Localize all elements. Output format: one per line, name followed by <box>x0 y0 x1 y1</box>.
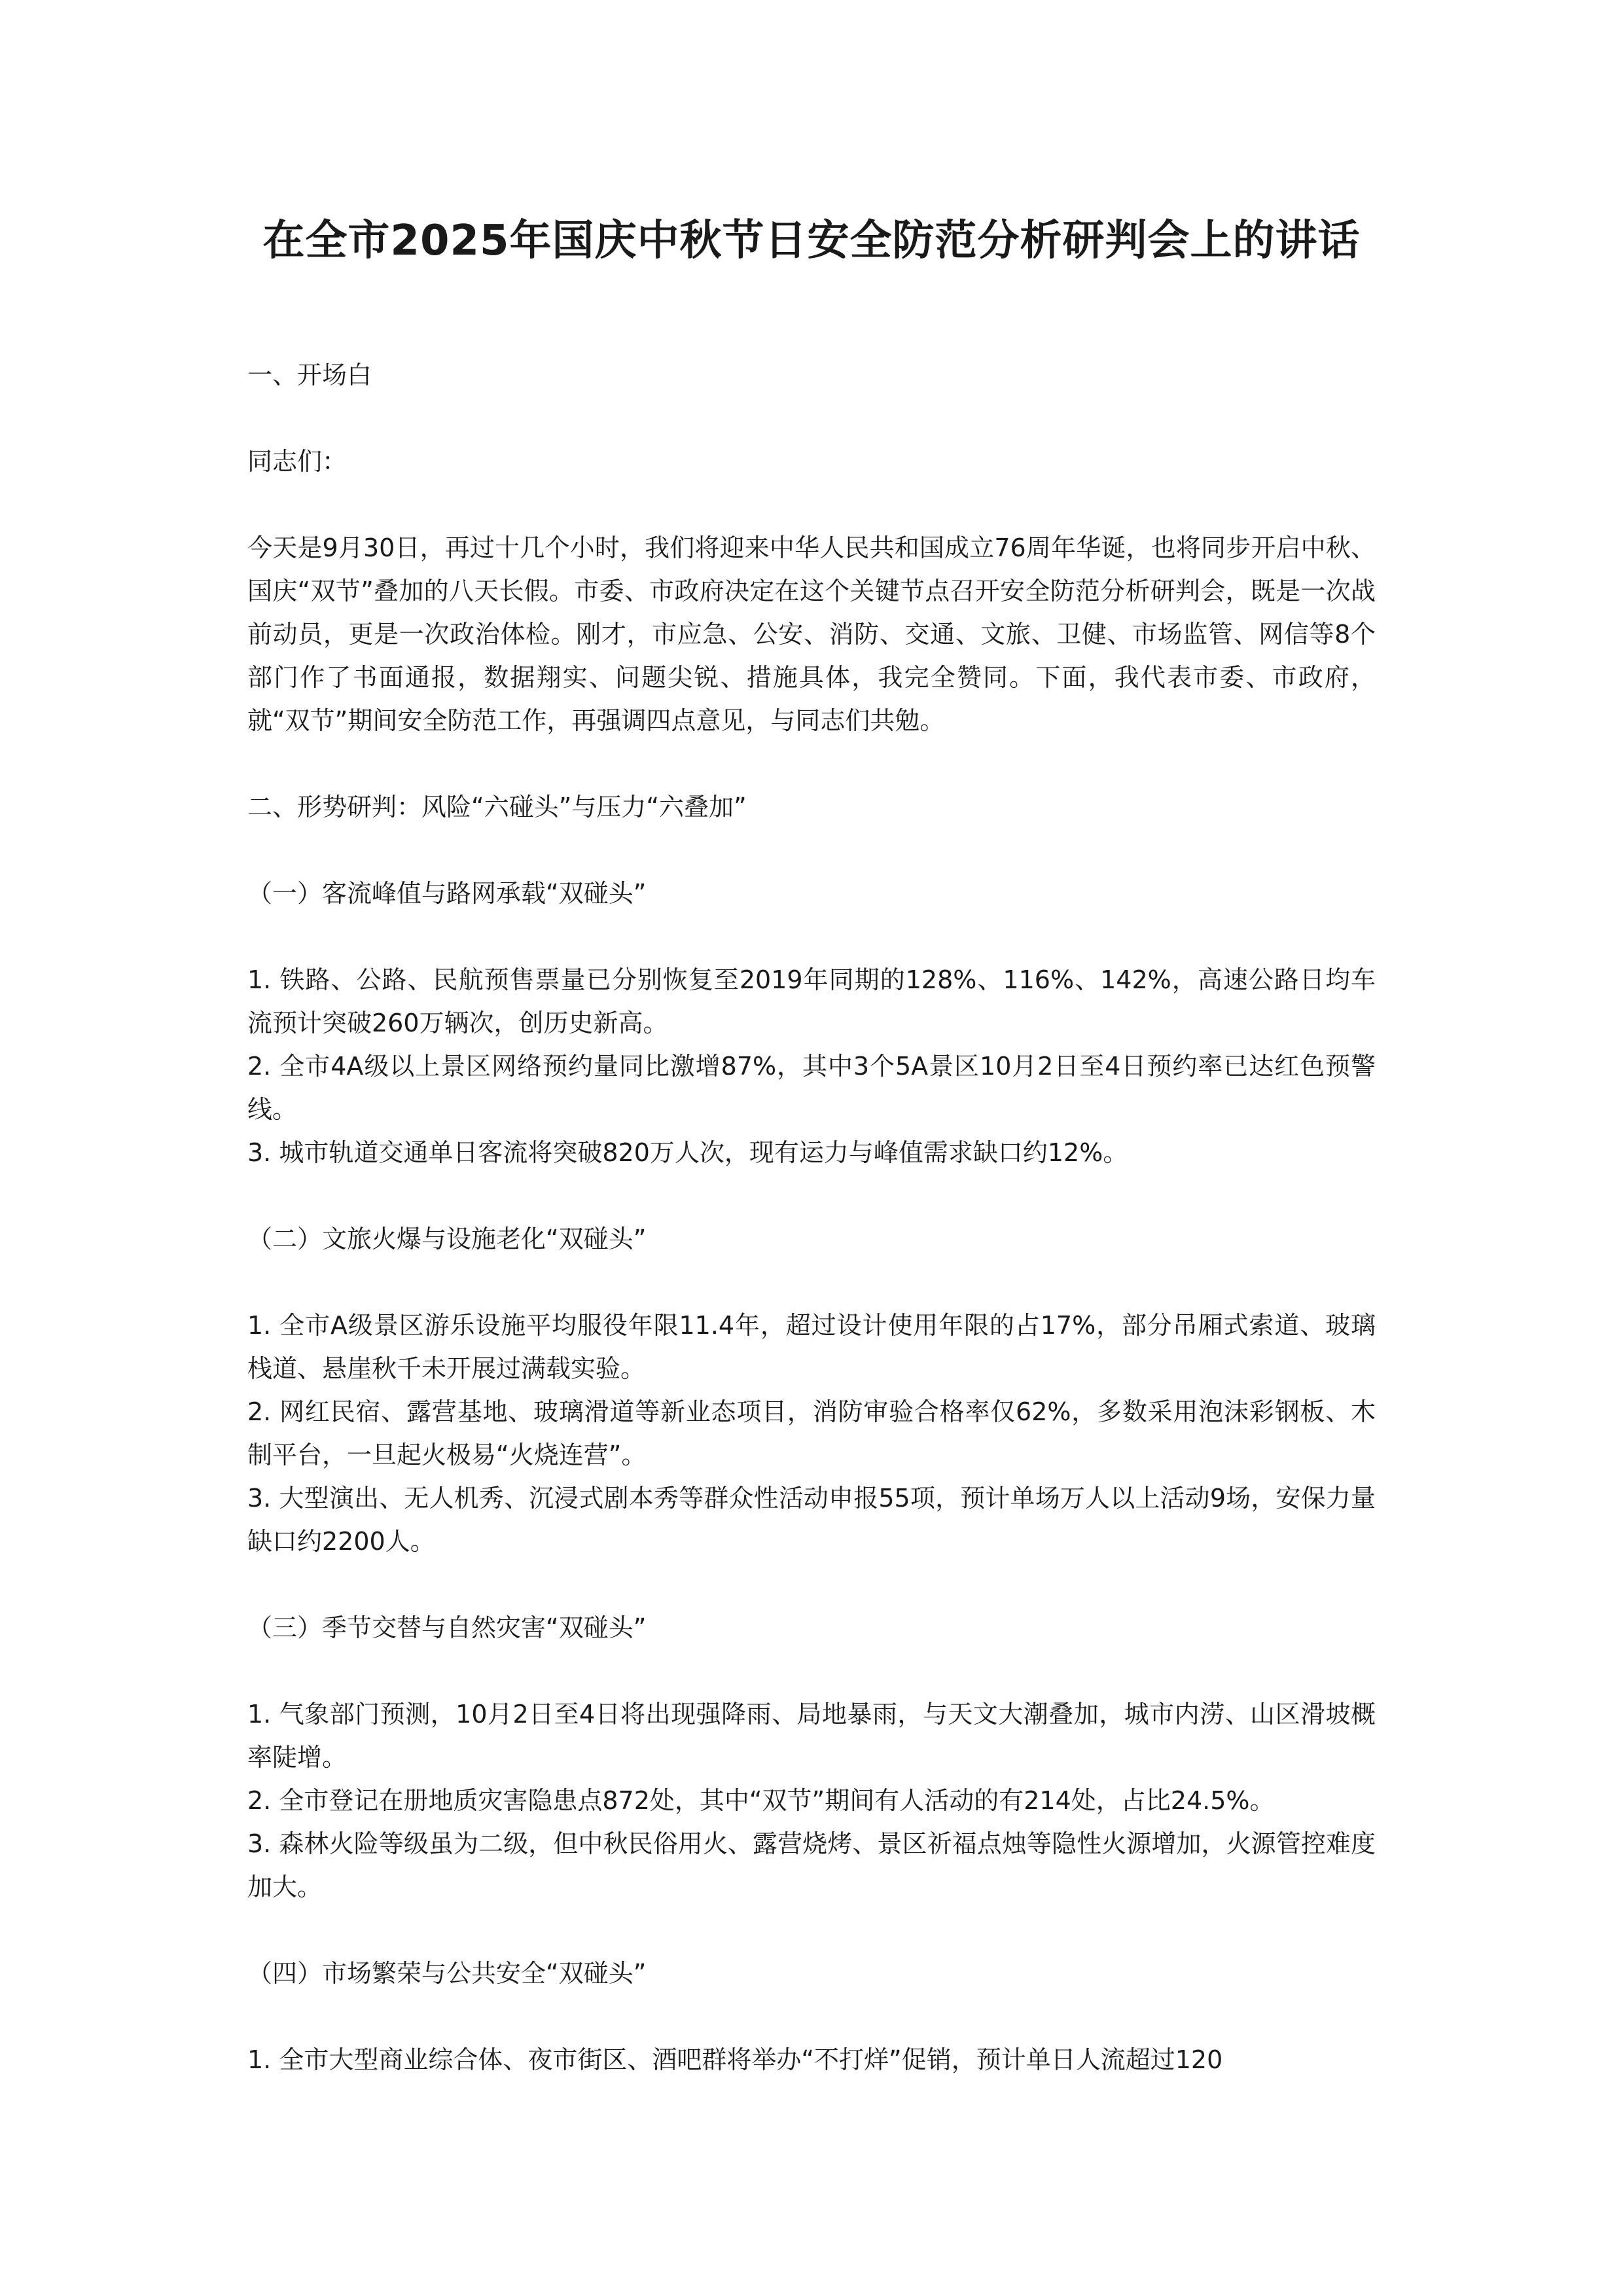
list-item: 2. 网红民宿、露营基地、玻璃滑道等新业态项目，消防审验合格率仅62%，多数采用泡沫彩钢板、木制平台，一旦起火极易“火烧连营”。 <box>247 1397 1376 1469</box>
spacer <box>247 1649 1376 1693</box>
spacer <box>247 483 1376 526</box>
list-item: 1. 气象部门预测，10月2日至4日将出现强降雨、局地暴雨，与天文大潮叠加，城市内涝、山区滑坡概率陡增。 <box>247 1700 1376 1772</box>
spacer <box>247 1261 1376 1304</box>
list-item: 1. 全市大型商业综合体、夜市街区、酒吧群将举办“不打烊”促销，预计单日人流超过120 <box>247 2045 1223 2074</box>
subsection-heading: （三）季节交替与自然灾害“双碰头” <box>247 1613 647 1642</box>
spacer <box>247 1995 1376 2038</box>
subsection-heading: （四）市场繁荣与公共安全“双碰头” <box>247 1959 647 1988</box>
section-heading-situation: 二、形势研判：风险“六碰头”与压力“六叠加” <box>247 793 747 821</box>
spacer <box>247 742 1376 785</box>
subsection-heading: （一）客流峰值与路网承载“双碰头” <box>247 879 647 908</box>
spacer <box>247 397 1376 440</box>
spacer <box>247 915 1376 958</box>
spacer <box>247 1174 1376 1217</box>
list-item: 3. 森林火险等级虽为二级，但中秋民俗用火、露营烧烤、景区祈福点烛等隐性火源增加，火源管控难度加大。 <box>247 1829 1376 1901</box>
spacer <box>247 272 1376 353</box>
list-item: 1. 全市A级景区游乐设施平均服役年限11.4年，超过设计使用年限的占17%，部分吊厢式索道、玻璃栈道、悬崖秋千未开展过满载实验。 <box>247 1311 1376 1383</box>
list-item: 2. 全市登记在册地质灾害隐患点872处，其中“双节”期间有人活动的有214处，占比24.5%。 <box>247 1786 1275 1815</box>
list-item: 1. 铁路、公路、民航预售票量已分别恢复至2019年同期的128%、116%、142%，高速公路日均车流预计突破260万辆次，创历史新高。 <box>247 965 1376 1037</box>
subsection-heading: （二）文旅火爆与设施老化“双碰头” <box>247 1225 647 1253</box>
document-title: 在全市2025年国庆中秋节日安全防范分析研判会上的讲话 <box>262 217 1361 265</box>
spacer <box>247 1563 1376 1606</box>
list-item: 2. 全市4A级以上景区网络预约量同比激增87%，其中3个5A景区10月2日至4日预约率已达红色预警线。 <box>247 1052 1376 1124</box>
document-body <box>247 209 1376 2081</box>
list-item: 3. 大型演出、无人机秀、沉浸式剧本秀等群众性活动申报55项，预计单场万人以上活动9场，安保力量缺口约2200人。 <box>247 1484 1376 1556</box>
spacer <box>247 829 1376 872</box>
section-heading-opening: 一、开场白 <box>247 361 372 389</box>
greeting: 同志们： <box>247 447 348 476</box>
list-item: 3. 城市轨道交通单日客流将突破820万人次，现有运力与峰值需求缺口约12%。 <box>247 1138 1128 1167</box>
spacer <box>247 1909 1376 1952</box>
intro-paragraph: 今天是9月30日，再过十几个小时，我们将迎来中华人民共和国成立76周年华诞，也将同步开启中秋、国庆“双节”叠加的八天长假。市委、市政府决定在这个关键节点召开安全防范分析研判会，既是一次战前动员，更是一次政治体检。刚才，市应急、公安、消防、交通、文旅、卫健、市场监管、网信等8个部门作了书面通报，数据翔实、问题尖锐、措施具体，我完全赞同。下面，我代表市委、市政府，就“双节”期间安全防范工作，再强调四点意见，与同志们共勉。 <box>247 533 1376 735</box>
